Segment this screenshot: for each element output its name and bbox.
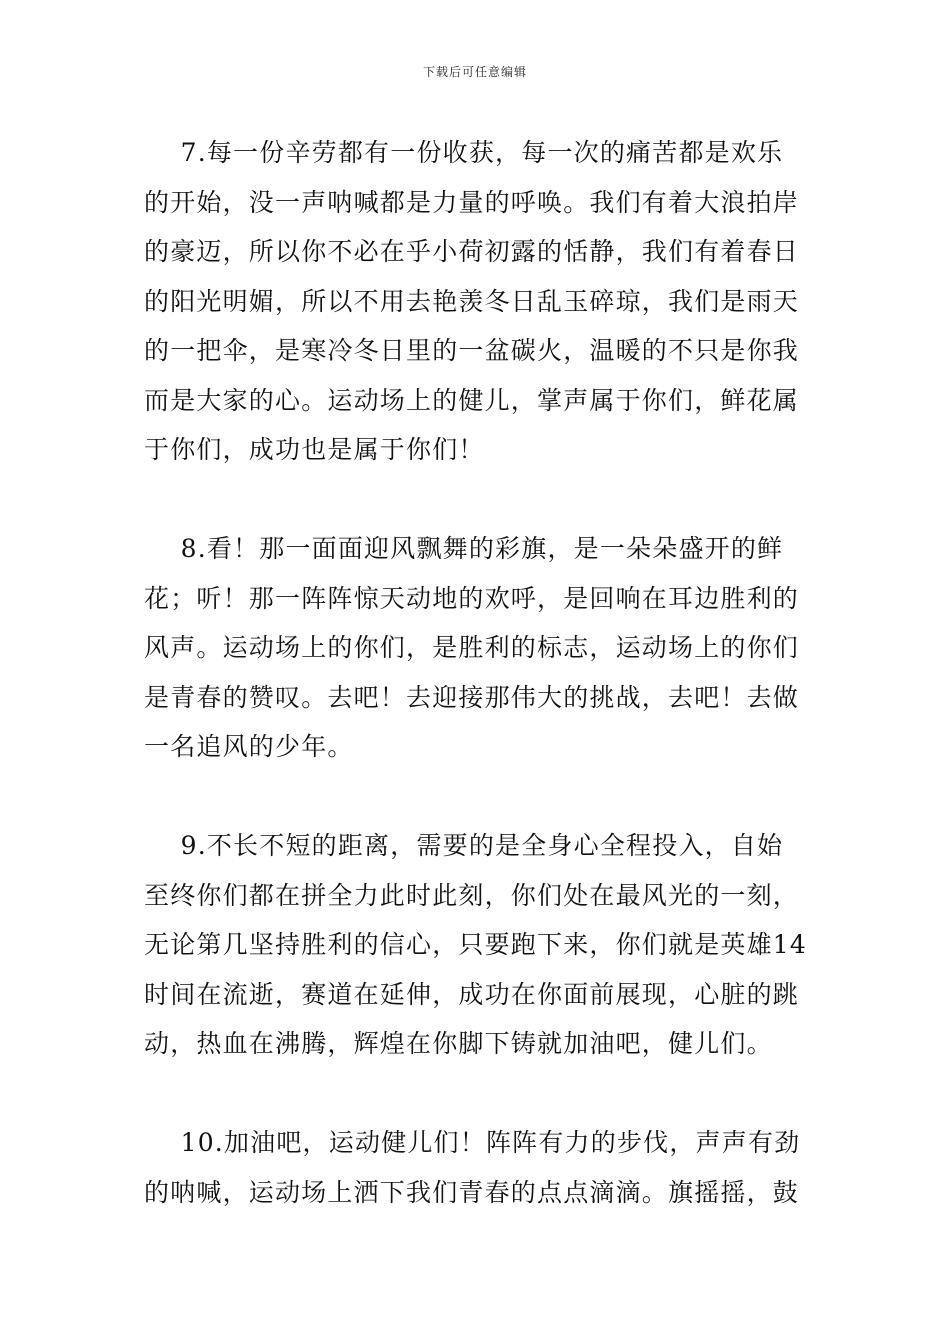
text-line: 时间在流逝，赛道在延伸，成功在你面前展现，心脏的跳 xyxy=(144,979,800,1009)
text-line: 是青春的赞叹。去吧！去迎接那伟大的挑战，去吧！去做 xyxy=(144,682,800,712)
paragraph-9 xyxy=(144,821,808,1069)
text-line: 花；听！那一阵阵惊天动地的欢呼，是回响在耳边胜利的 xyxy=(144,583,800,613)
text-line: 一名追风的少年。 xyxy=(144,732,354,761)
text-line: 于你们，成功也是属于你们！ xyxy=(144,435,485,464)
text-line: 的阳光明媚，所以不用去艳羡冬日乱玉碎琼，我们是雨天 xyxy=(144,286,800,316)
text-line: 风声。运动场上的你们，是胜利的标志，运动场上的你们 xyxy=(144,633,800,662)
paragraph-7 xyxy=(144,128,808,475)
paragraph-10 xyxy=(144,1118,808,1217)
document-body xyxy=(144,128,808,1217)
text-line: 无论第几坚持胜利的信心，只要跑下来，你们就是英雄14 xyxy=(144,930,808,959)
text-line: 的呐喊，运动场上洒下我们青春的点点滴滴。旗摇摇，鼓 xyxy=(144,1177,800,1207)
text-line: 而是大家的心。运动场上的健儿，掌声属于你们，鲜花属 xyxy=(144,385,800,415)
paragraph-8 xyxy=(144,524,808,772)
text-line: 的开始，没一声呐喊都是力量的呼唤。我们有着大浪拍岸 xyxy=(144,187,800,217)
page-header: 下载后可任意编辑 xyxy=(422,65,527,79)
text-line: 至终你们都在拼全力此时此刻，你们处在最风光的一刻， xyxy=(144,880,800,910)
text-line: 的一把伞，是寒冷冬日里的一盆碳火，温暖的不只是你我 xyxy=(144,336,800,365)
text-line: 7.每一份辛劳都有一份收获，每一次的痛苦都是欢乐 xyxy=(144,138,784,167)
text-line: 的豪迈，所以你不必在乎小荷初露的恬静，我们有着春日 xyxy=(144,237,800,266)
text-line: 8.看！那一面面迎风飘舞的彩旗，是一朵朵盛开的鲜 xyxy=(144,534,784,563)
text-line: 9.不长不短的距离，需要的是全身心全程投入，自始 xyxy=(144,831,784,860)
text-line: 10.加油吧，运动健儿们！阵阵有力的步伐，声声有劲 xyxy=(144,1128,801,1157)
text-line: 动，热血在沸腾，辉煌在你脚下铸就加油吧，健儿们。 xyxy=(144,1029,773,1058)
